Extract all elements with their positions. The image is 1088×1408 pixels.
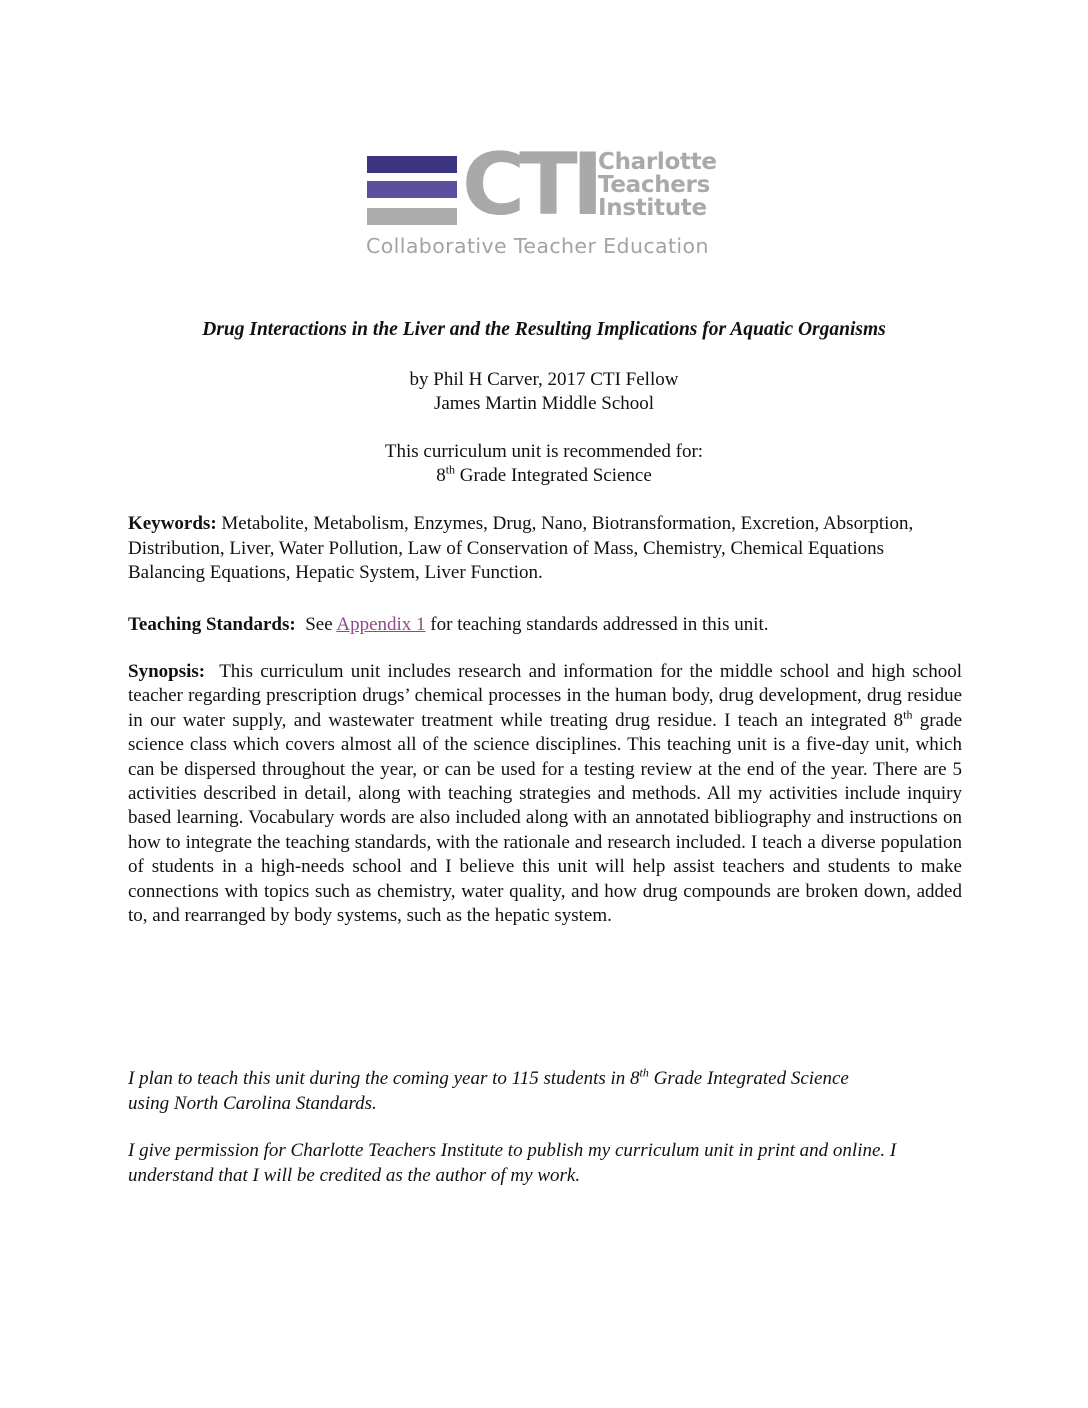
teaching-standards-paragraph: Teaching Standards: See Appendix 1 for teaching standards addressed in this unit. [128,614,769,635]
author-block [0,368,1088,416]
permission-statement: I give permission for Charlotte Teachers Institute to publish my curriculum unit in print and online. I understand that I will be credited as the author of my work. [128,1140,897,1186]
keywords-text: Metabolite, Metabolism, Enzymes, Drug, Nano, Biotransformation, Excretion, Absorption, Distribution, Liver, Water Pollution, Law of Conservation of Mass, Chemistry, Chemical Equations Balancing Equations, Hepatic System, Liver Function. [128,513,914,583]
logo-tagline: Collaborative Teacher Education [366,234,709,258]
logo-name-line-1: Charlotte [598,149,717,175]
document-title: Drug Interactions in the Liver and the Resulting Implications for Aquatic Organisms [202,319,886,340]
logo-bar-navy [367,156,457,173]
appendix-1-link[interactable]: Appendix 1 [336,614,426,635]
logo-bar-gray [367,208,457,225]
cti-logo [362,135,722,263]
teaching-plan-statement: I plan to teach this unit during the coming year to 115 students in 8th Grade Integrated Science using North Carolina Standards. [128,1065,849,1114]
synopsis-paragraph: Synopsis: This curriculum unit includes research and information for the middle school and high school teacher regarding prescription drugs’ chemical processes in the human body, drug development, drug residue in our water supply, and wastewater treatment while treating drug residue. I teach an integrated 8th grade science class which covers almost all of the science disciplines. This teaching unit is a five-day unit, which can be dispersed throughout the year, or can be used for a testing review at the end of the year. There are 5 activities described in detail, along with teaching strategies and methods. All my activities include inquiry based learning. Vocabulary words are also included along with an annotated bibliography and instructions on how to integrate the teaching standards, with the rationale and research included. I teach a diverse population of students in a high-needs school and I believe this unit will help assist teachers and students to make connections with topics such as chemistry, water quality, and how drug compounds are broken down, added to, and rearranged by body systems, such as the hepatic system. [128,661,967,927]
school-name: James Martin Middle School [433,393,655,414]
teaching-standards-label: Teaching Standards: [128,614,296,635]
recommended-intro: This curriculum unit is recommended for: [384,441,704,462]
logo-acronym: CTI [462,135,598,235]
logo-bar-purple [367,181,457,198]
logo-name-line-2: Teachers [598,172,710,198]
logo-name-line-3: Institute [598,195,707,221]
keywords-label: Keywords: [128,513,217,534]
logo-name [598,151,717,220]
recommendation-block [0,440,1088,488]
synopsis-label: Synopsis: [128,661,206,682]
keywords-paragraph [128,512,962,586]
grade-level: 8th Grade Integrated Science [436,462,652,486]
author-line: by Phil H Carver, 2017 CTI Fellow [409,369,679,390]
